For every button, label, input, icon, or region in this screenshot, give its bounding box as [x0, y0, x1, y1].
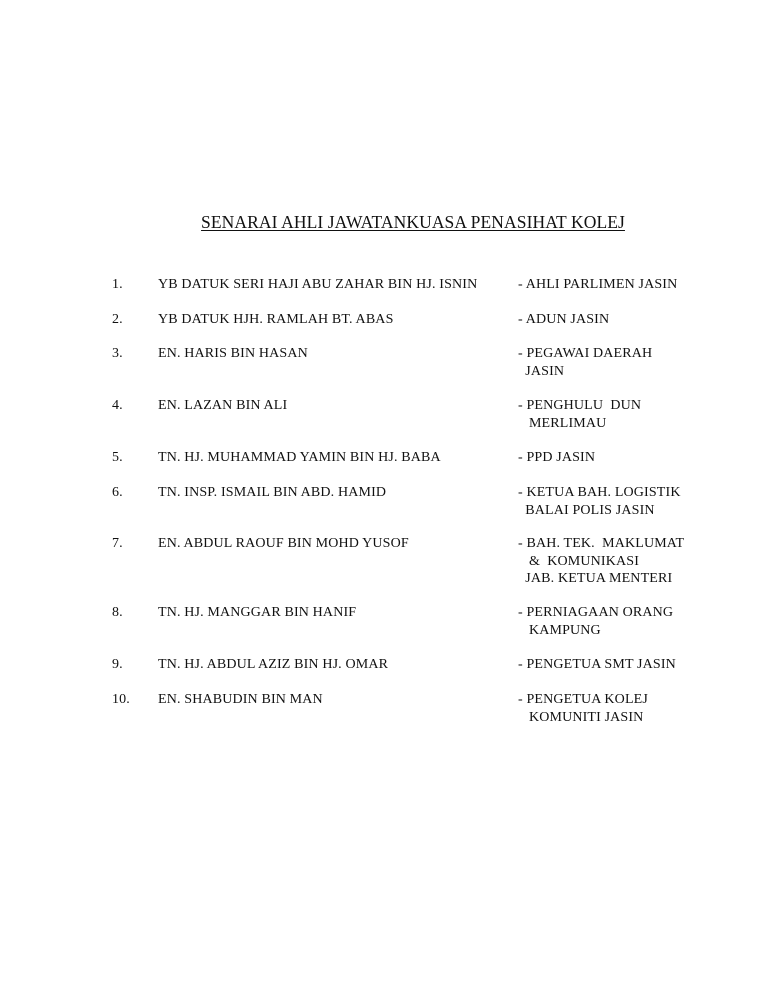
- member-role: [518, 604, 673, 639]
- role-line: JAB. KETUA MENTERI: [518, 571, 673, 586]
- role-line: - PEGAWAI DAERAH: [518, 346, 653, 361]
- member-role: [518, 276, 677, 294]
- item-number: 7.: [112, 536, 123, 551]
- item-number: 10.: [112, 692, 130, 707]
- member-name: EN. ABDUL RAOUF BIN MOHD YUSOF: [158, 536, 409, 551]
- item-number: 3.: [112, 346, 123, 361]
- member-role: [518, 449, 595, 467]
- role-line: MERLIMAU: [518, 415, 607, 431]
- item-number: 5.: [112, 450, 123, 465]
- role-line: - ADUN JASIN: [518, 312, 610, 327]
- role-line: - PPD JASIN: [518, 450, 596, 465]
- member-role: [518, 535, 684, 588]
- member-role: [518, 691, 648, 726]
- role-line: - PERNIAGAAN ORANG: [518, 605, 674, 620]
- member-name: EN. HARIS BIN HASAN: [158, 346, 308, 361]
- member-name: EN. LAZAN BIN ALI: [158, 398, 288, 413]
- member-name: TN. INSP. ISMAIL BIN ABD. HAMID: [158, 485, 387, 500]
- member-role: [518, 656, 676, 674]
- page-title: SENARAI AHLI JAWATANKUASA PENASIHAT KOLEJ: [201, 212, 625, 232]
- role-line: JASIN: [518, 363, 565, 379]
- member-name: TN. HJ. MUHAMMAD YAMIN BIN HJ. BABA: [158, 450, 441, 465]
- role-line: - PENGETUA SMT JASIN: [518, 657, 676, 672]
- role-line: - KETUA BAH. LOGISTIK: [518, 485, 681, 500]
- role-line: - PENGETUA KOLEJ: [518, 692, 648, 707]
- item-number: 4.: [112, 398, 123, 413]
- member-name: TN. HJ. ABDUL AZIZ BIN HJ. OMAR: [158, 657, 389, 672]
- role-line: - BAH. TEK. MAKLUMAT: [518, 536, 685, 551]
- item-number: 6.: [112, 485, 123, 500]
- item-number: 9.: [112, 657, 123, 672]
- role-line: - AHLI PARLIMEN JASIN: [518, 277, 678, 292]
- member-role: [518, 484, 681, 519]
- member-name: EN. SHABUDIN BIN MAN: [158, 692, 323, 707]
- item-number: 2.: [112, 312, 123, 327]
- role-line: BALAI POLIS JASIN: [518, 502, 655, 518]
- member-role: [518, 345, 652, 380]
- item-number: 1.: [112, 277, 123, 292]
- member-role: [518, 397, 641, 432]
- member-name: YB DATUK HJH. RAMLAH BT. ABAS: [158, 312, 394, 327]
- role-line: & KOMUNIKASI: [518, 553, 640, 569]
- member-name: TN. HJ. MANGGAR BIN HANIF: [158, 605, 357, 620]
- role-line: - PENGHULU DUN: [518, 398, 642, 413]
- role-line: KAMPUNG: [518, 622, 601, 638]
- member-name: YB DATUK SERI HAJI ABU ZAHAR BIN HJ. ISNIN: [158, 277, 478, 292]
- member-role: [518, 311, 609, 329]
- item-number: 8.: [112, 605, 123, 620]
- role-line: KOMUNITI JASIN: [518, 709, 644, 725]
